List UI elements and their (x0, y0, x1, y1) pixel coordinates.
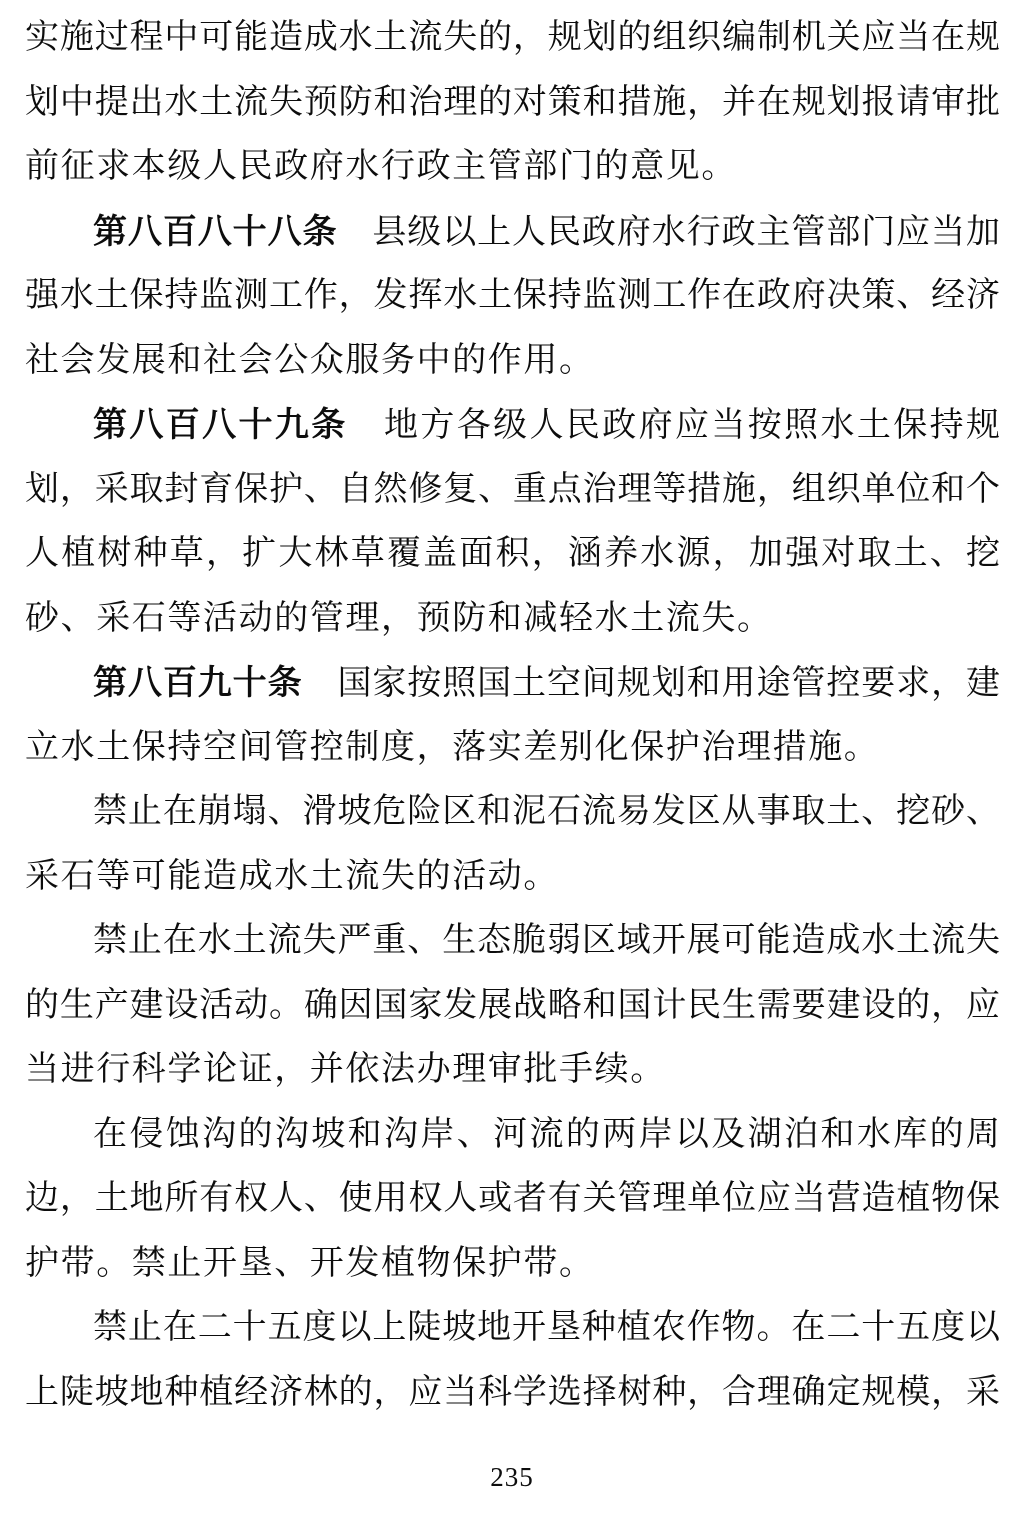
text-line: 实施过程中可能造成水土流失的，规划的组织编制机关应当在规 (25, 19, 1000, 56)
article-number: 第八百九十条 (93, 664, 303, 702)
article-number: 第八百八十八条 (93, 212, 338, 251)
text-line: 划中提出水土流失预防和治理的对策和措施，并在规划报请审批 (25, 83, 1000, 121)
article-line: 第八百八十九条 地方各级人民政府应当按照水土保持规 (93, 406, 1000, 444)
text-line: 采石等可能造成水土流失的活动。 (25, 857, 559, 895)
text-line: 社会发展和社会公众服务中的作用。 (25, 341, 595, 379)
text-line: 人植树种草，扩大林草覆盖面积，涵养水源，加强对取土、挖 (25, 535, 1000, 572)
article-line: 第八百九十条 国家按照国土空间规划和用途管控要求，建 (93, 664, 1000, 702)
text-line: 的生产建设活动。确因国家发展战略和国计民生需要建设的，应 (25, 986, 1000, 1024)
text-line: 护带。禁止开垦、开发植物保护带。 (25, 1244, 595, 1282)
text-line: 立水土保持空间管控制度，落实差别化保护治理措施。 (25, 728, 880, 766)
article-line: 第八百八十八条 县级以上人民政府水行政主管部门应当加 (93, 212, 1000, 251)
article-number: 第八百八十九条 (93, 406, 348, 444)
text-line: 强水土保持监测工作，发挥水土保持监测工作在政府决策、经济 (25, 277, 1000, 314)
text-line: 划，采取封育保护、自然修复、重点治理等措施，组织单位和个 (25, 470, 1000, 508)
text-line: 禁止在崩塌、滑坡危险区和泥石流易发区从事取土、挖砂、 (93, 793, 1000, 830)
text-line: 禁止在二十五度以上陡坡地开垦种植农作物。在二十五度以 (93, 1309, 1000, 1346)
text-line: 前征求本级人民政府水行政主管部门的意见。 (25, 148, 737, 185)
text-body (25, 6, 1000, 1425)
text-line: 禁止在水土流失严重、生态脆弱区域开展可能造成水土流失 (93, 922, 1000, 959)
page-number: 235 (490, 1462, 534, 1492)
text-line: 上陡坡地种植经济林的，应当科学选择树种，合理确定规模，采 (25, 1373, 1000, 1411)
text-line: 边，土地所有权人、使用权人或者有关管理单位应当营造植物保 (25, 1180, 1000, 1217)
text-line: 砂、采石等活动的管理，预防和减轻水土流失。 (25, 599, 773, 637)
text-line: 当进行科学论证，并依法办理审批手续。 (25, 1051, 666, 1088)
text-line: 在侵蚀沟的沟坡和沟岸、河流的两岸以及湖泊和水库的周 (93, 1115, 1000, 1153)
